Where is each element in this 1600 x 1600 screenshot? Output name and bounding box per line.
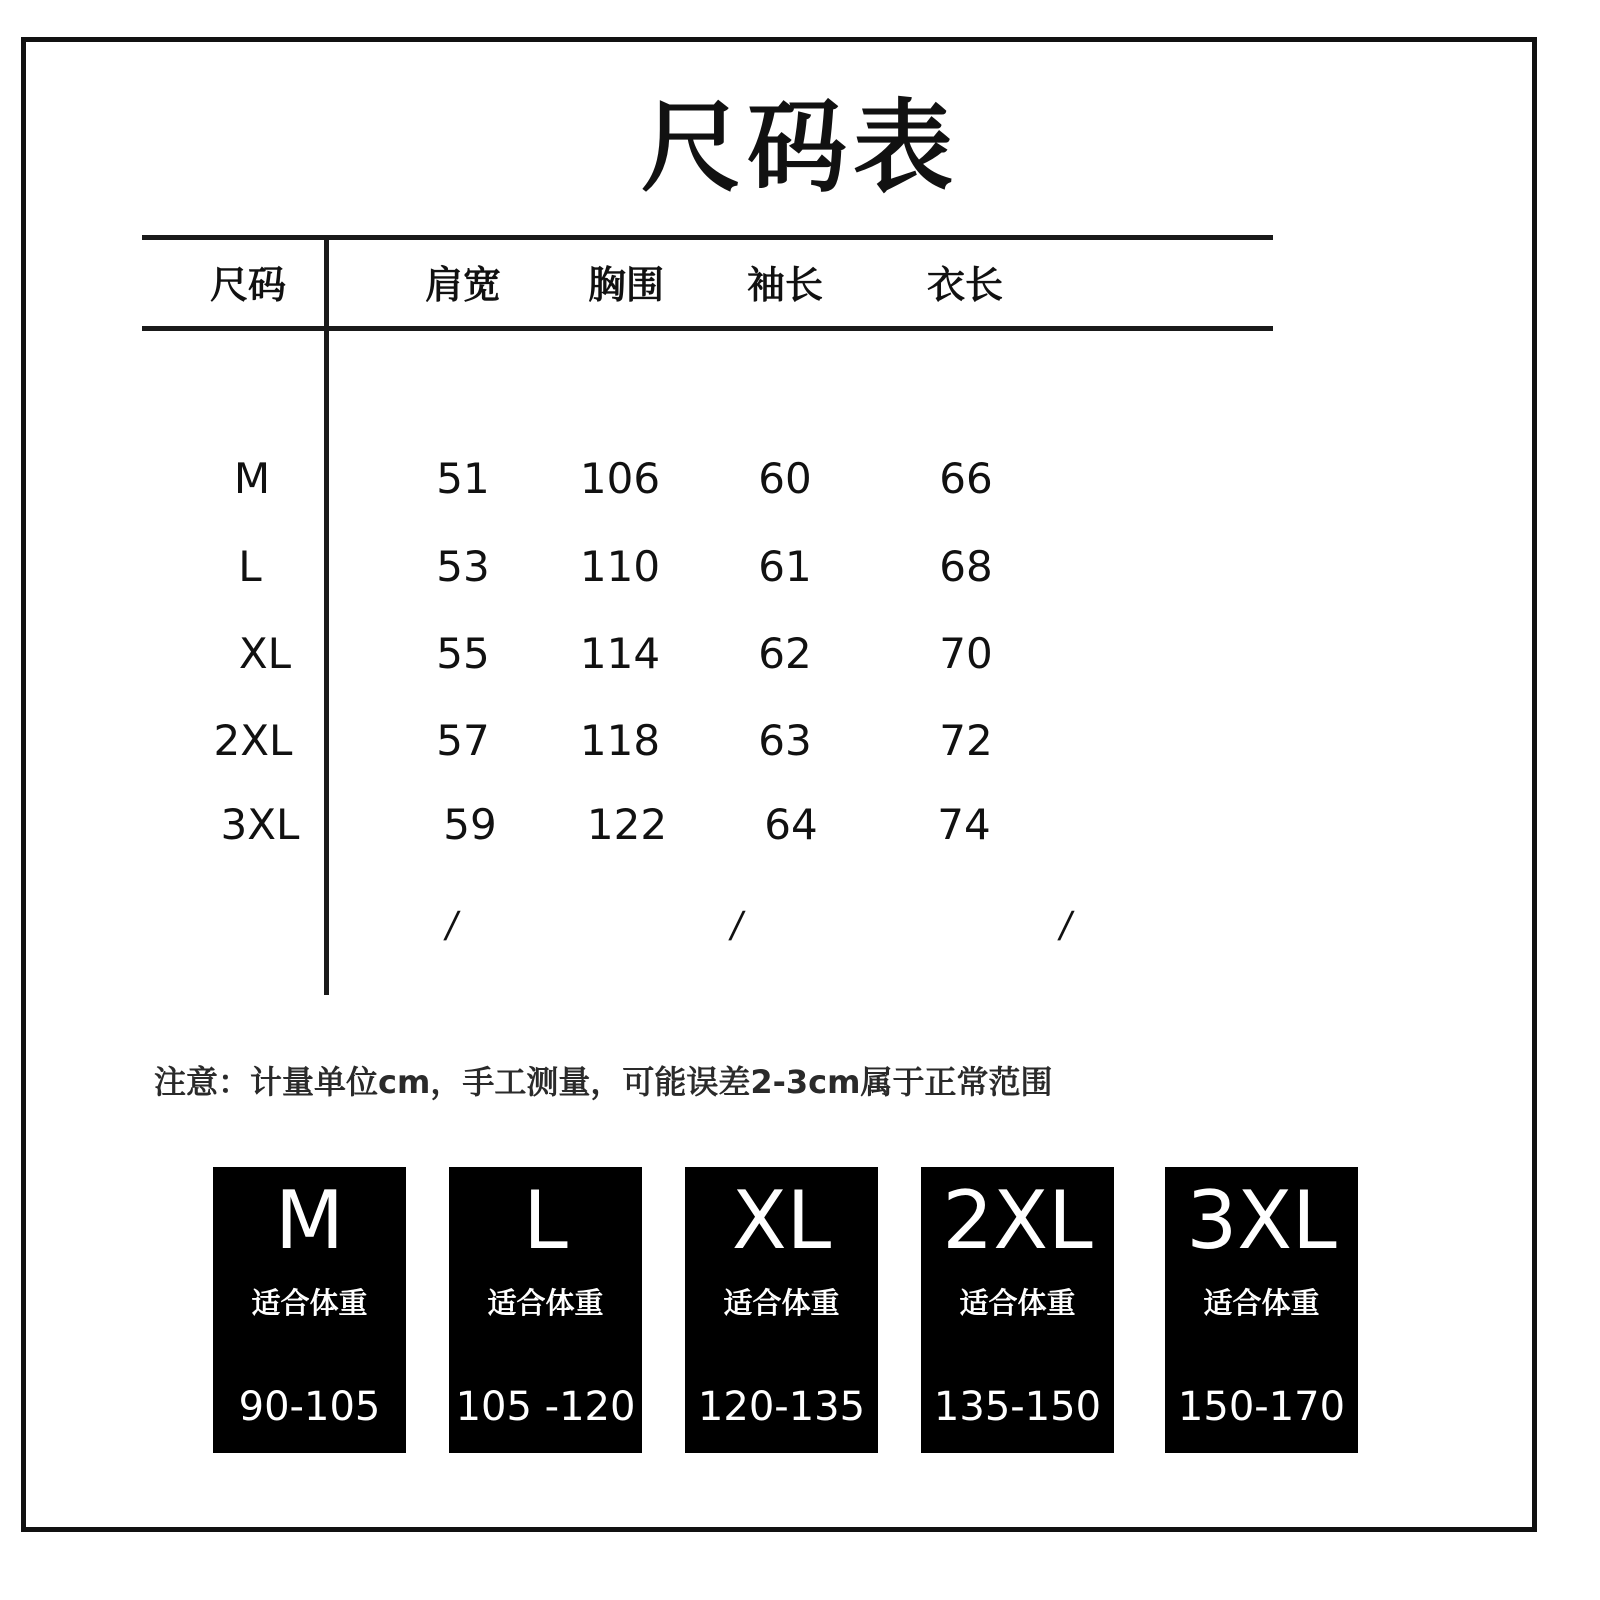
card-caption: 适合体重 [723, 1286, 840, 1320]
row-shoulder: 53 [436, 542, 490, 591]
row-size: XL [238, 629, 292, 678]
row-shoulder: 59 [443, 800, 497, 849]
placeholder-slash: / [727, 905, 747, 946]
page-title: 尺码表 [641, 89, 959, 206]
row-chest: 122 [586, 800, 668, 849]
header-length: 衣长 [926, 263, 1004, 307]
row-size: M [233, 454, 271, 503]
row-sleeve: 60 [758, 454, 812, 503]
placeholder-slash: / [1056, 905, 1076, 946]
row-sleeve: 63 [758, 716, 812, 765]
card-caption: 适合体重 [959, 1286, 1076, 1320]
row-length: 68 [939, 542, 993, 591]
row-size: 3XL [220, 800, 300, 849]
card-size: L [523, 1174, 568, 1267]
row-length: 70 [939, 629, 993, 678]
table-top-rule [142, 235, 1273, 240]
weight-card [685, 1167, 878, 1453]
row-size: L [238, 542, 262, 591]
card-size: M [274, 1174, 345, 1267]
row-chest: 106 [579, 454, 661, 503]
row-sleeve: 62 [758, 629, 812, 678]
header-shoulder: 肩宽 [424, 263, 502, 307]
card-size: 3XL [1186, 1174, 1337, 1267]
row-sleeve: 64 [764, 800, 818, 849]
card-weight-range: 135-150 [933, 1384, 1102, 1430]
row-size: 2XL [213, 716, 293, 765]
header-sleeve: 袖长 [746, 263, 824, 307]
row-length: 74 [937, 800, 991, 849]
row-shoulder: 55 [436, 629, 490, 678]
card-caption: 适合体重 [1203, 1286, 1320, 1320]
weight-card [921, 1167, 1114, 1453]
row-sleeve: 61 [758, 542, 812, 591]
card-weight-range: 120-135 [697, 1384, 866, 1430]
header-chest: 胸围 [587, 263, 665, 307]
placeholder-slash: / [442, 905, 462, 946]
row-length: 66 [939, 454, 993, 503]
card-caption: 适合体重 [251, 1286, 368, 1320]
row-chest: 110 [579, 542, 661, 591]
card-size: XL [731, 1174, 832, 1267]
card-weight-range: 150-170 [1177, 1384, 1346, 1430]
card-caption: 适合体重 [487, 1286, 604, 1320]
row-shoulder: 57 [436, 716, 490, 765]
row-chest: 114 [579, 629, 661, 678]
row-length: 72 [939, 716, 993, 765]
weight-card [1165, 1167, 1358, 1453]
measurement-note: 注意：计量单位cm，手工测量，可能误差2-3cm属于正常范围 [154, 1063, 1053, 1101]
card-size: 2XL [942, 1174, 1093, 1267]
card-weight-range: 105 -120 [455, 1384, 636, 1430]
row-shoulder: 51 [436, 454, 490, 503]
row-chest: 118 [579, 716, 661, 765]
card-weight-range: 90-105 [238, 1384, 381, 1430]
table-header-rule [142, 326, 1273, 331]
weight-card [449, 1167, 642, 1453]
weight-card [213, 1167, 406, 1453]
header-size: 尺码 [209, 263, 287, 307]
table-column-divider [324, 239, 329, 995]
